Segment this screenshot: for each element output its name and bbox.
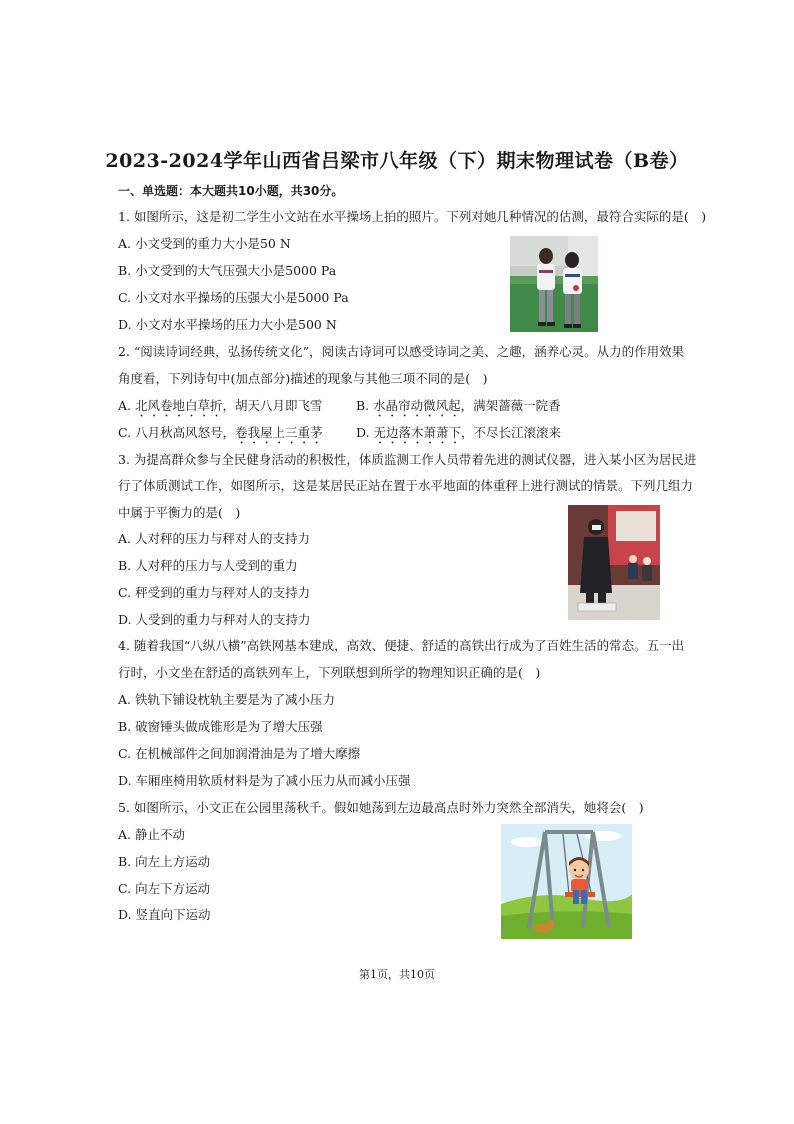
q2-option-a: A. 北风卷地白草折，胡天八月即飞雪 [118, 398, 323, 413]
q2-option-d-dotted: 无边落木萧萧下 [373, 425, 462, 440]
q4-option-a: A. 铁轨下铺设枕轨主要是为了减小压力 [118, 692, 335, 707]
q2-option-c: C. 八月秋高风怒号，卷我屋上三重茅 [118, 425, 323, 440]
q3-option-a: A. 人对秤的压力与秤对人的支持力 [118, 531, 310, 546]
q5-option-c: C. 向左下方运动 [118, 881, 211, 896]
q2-option-d: D. 无边落木萧萧下，不尽长江滚滚来 [356, 425, 562, 440]
section-heading-single-choice: 一、单选题：本大题共10小题，共30分。 [118, 184, 344, 198]
q3-stem-line3: 中属于平衡力的是( ) [118, 505, 241, 520]
q4-option-c: C. 在机械部件之间加润滑油是为了增大摩擦 [118, 746, 361, 761]
q2-option-b-dotted: 水晶帘动微风起 [373, 398, 461, 413]
q2-option-a-dotted: 北风卷地白草折 [134, 398, 223, 413]
q3-stem-line1: 3. 为提高群众参与全民健身活动的积极性，体质监测工作人员带着先进的测试仪器，进入某小区为居民进 [118, 452, 697, 467]
q1-stem: 1. 如图所示，这是初二学生小文站在水平操场上拍的照片。下列对她几种情况的估测，最符合实际的是( ) [118, 209, 707, 224]
q1-photo-students [510, 236, 598, 332]
q5-option-d: D. 竖直向下运动 [118, 907, 211, 922]
q2-stem-line2: 角度看，下列诗句中(加点部分)描述的现象与其他三项不同的是( ) [118, 371, 488, 386]
q2-option-c-dotted: 卷我屋上三重茅 [235, 425, 323, 440]
q3-option-b: B. 人对秤的压力与人受到的重力 [118, 558, 298, 573]
q4-option-d: D. 车厢座椅用软质材料是为了减小压力从而减小压强 [118, 773, 411, 788]
q4-option-b: B. 破窗锤头做成锥形是为了增大压强 [118, 719, 323, 734]
q3-option-d: D. 人受到的重力与秤对人的支持力 [118, 612, 311, 627]
q5-option-a: A. 静止不动 [118, 827, 185, 842]
q4-stem-line1: 4. 随着我国“八纵八横”高铁网基本建成，高效、便捷、舒适的高铁出行成为了百姓生活的常态。五一出 [118, 638, 685, 653]
q5-stem: 5. 如图所示，小文正在公园里荡秋千。假如她荡到左边最高点时外力突然全部消失，她将会( ) [118, 800, 644, 815]
q3-photo-weighing-scale [568, 505, 660, 620]
q1-option-c: C. 小文对水平操场的压强大小是5000 Pa [118, 290, 349, 305]
q4-stem-line2: 行时，小文坐在舒适的高铁列车上，下列联想到所学的物理知识正确的是( ) [118, 665, 541, 680]
q1-option-b: B. 小文受到的大气压强大小是5000 Pa [118, 263, 337, 278]
q5-option-b: B. 向左上方运动 [118, 854, 211, 869]
q2-stem-line1: 2. “阅读诗词经典，弘扬传统文化”，阅读古诗词可以感受诗词之美、之趣，涵养心灵。从力的作用效果 [118, 344, 685, 359]
q2-option-b: B. 水晶帘动微风起，满架蔷薇一院香 [356, 398, 561, 413]
q1-option-a: A. 小文受到的重力大小是50 N [118, 236, 291, 251]
page-title: 2023-2024学年山西省吕梁市八年级（下）期末物理试卷（B卷） [105, 150, 689, 172]
q1-option-d: D. 小文对水平操场的压力大小是500 N [118, 317, 337, 332]
q3-option-c: C. 秤受到的重力与秤对人的支持力 [118, 585, 311, 600]
q5-illustration-swing [501, 824, 632, 939]
q3-stem-line2: 行了体质测试工作，如图所示，这是某居民正站在置于水平地面的体重秤上进行测试的情景。下列几组力 [118, 478, 694, 493]
page-footer: 第1页，共10页 [359, 968, 435, 981]
